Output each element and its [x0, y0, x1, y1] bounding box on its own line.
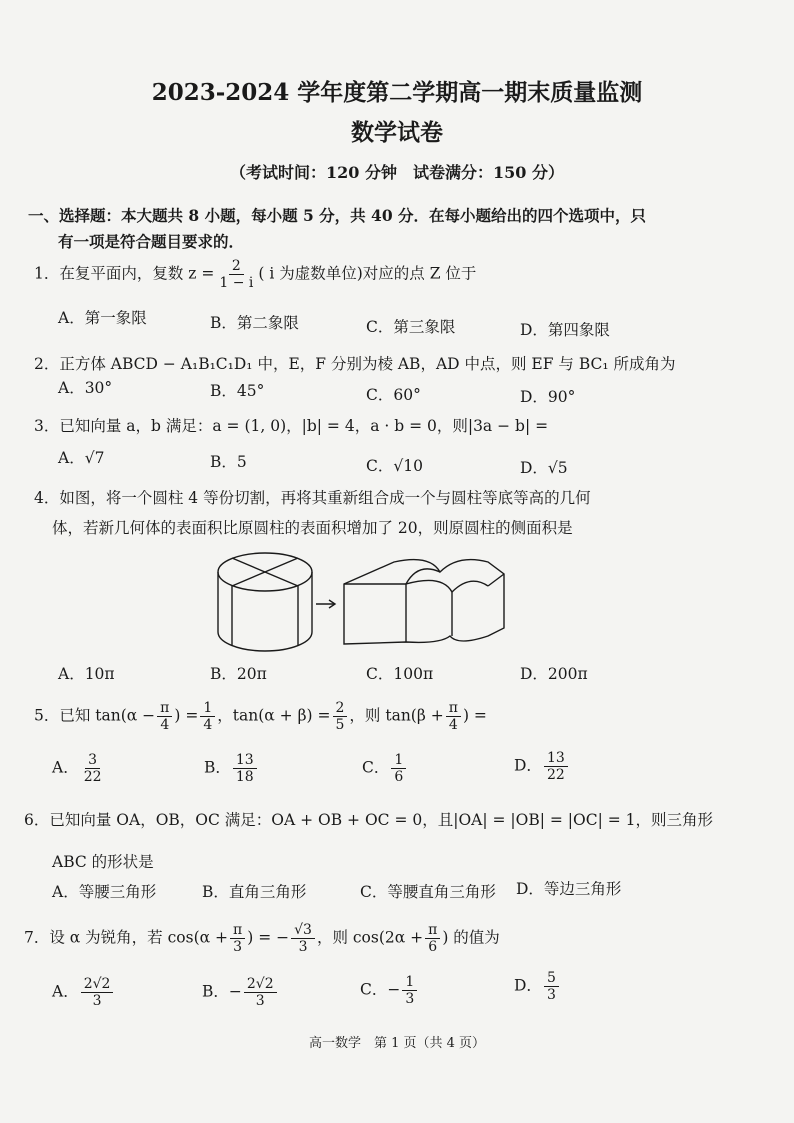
- q7-option-d-den: 3: [546, 987, 556, 1004]
- q7-option-b-den: 3: [255, 993, 265, 1010]
- question-3: 3．已知向量 a，b 满足：a = (1, 0)，|b| = 4，a · b = 0，则|3a − b| =: [34, 417, 549, 435]
- q2-option-a: A．30°: [58, 379, 113, 397]
- exam-info: （考试时间：120 分钟 试卷满分：150 分）: [230, 163, 564, 182]
- q7-part4: ) 的值为: [442, 928, 500, 947]
- q4-option-a: A．10π: [58, 665, 115, 683]
- q5-option-a-frac: [81, 752, 105, 785]
- q7-option-c-frac: [402, 974, 417, 1007]
- q7-option-c-sign: −: [387, 980, 401, 999]
- new-solid-top-back: [488, 574, 504, 586]
- q7-option-d: [514, 970, 561, 1003]
- q5-option-a: [52, 752, 107, 785]
- cylinder-figure: [212, 548, 602, 654]
- q2-option-d: D．90°: [520, 388, 576, 406]
- q7-option-a-num: 2√2: [81, 976, 114, 993]
- q5-option-d-label: D．: [514, 756, 542, 775]
- q5-option-c-label: C．: [362, 758, 390, 777]
- q7-frac-2: [291, 922, 315, 955]
- q4-option-b: B．20π: [210, 665, 267, 683]
- q5-option-b-frac: [233, 752, 257, 785]
- q1-option-d: D．第四象限: [520, 321, 610, 339]
- q5-part2: ) =: [174, 706, 199, 725]
- q2-option-b: B．45°: [210, 382, 265, 400]
- q7-option-b-label: B．: [202, 982, 229, 1001]
- q4-option-c: C．100π: [366, 665, 434, 683]
- q5-option-b-num: 13: [233, 752, 257, 769]
- q1-option-c: C．第三象限: [366, 318, 456, 336]
- q7-option-b: [202, 976, 279, 1009]
- page-footer: 高一数学 第 1 页（共 4 页）: [308, 1036, 486, 1051]
- q5-frac-4: [446, 700, 461, 733]
- q5-option-b-den: 18: [235, 769, 254, 786]
- q5-frac-3: [333, 700, 348, 733]
- q5-frac-4-den: 4: [448, 717, 458, 734]
- q3-option-a: A．√7: [58, 449, 105, 467]
- q7-option-d-frac: [544, 970, 559, 1003]
- question-6-line2: ABC 的形状是: [52, 853, 154, 871]
- q7-frac-1-den: 3: [233, 939, 243, 956]
- q5-frac-2-num: 1: [200, 700, 215, 717]
- q3-option-c: C．√10: [366, 457, 423, 475]
- q7-option-d-label: D．: [514, 976, 542, 995]
- q5-option-c: [362, 752, 408, 785]
- question-4-line1: 4．如图，将一个圆柱 4 等份切割，再将其重新组合成一个与圆柱等底等高的几何: [34, 489, 591, 507]
- question-4-line2: 体，若新几何体的表面积比原圆柱的表面积增加了 20，则原圆柱的侧面积是: [52, 519, 573, 537]
- q5-option-a-label: A．: [52, 758, 79, 777]
- q5-option-c-den: 6: [394, 769, 404, 786]
- new-solid-outline: [344, 560, 504, 644]
- q1-fraction: [216, 258, 256, 291]
- q5-option-d-num: 13: [544, 750, 568, 767]
- q1-option-b: B．第二象限: [210, 314, 299, 332]
- q5-part5: ) =: [462, 706, 487, 725]
- q7-part1: 7．设 α 为锐角，若 cos(α +: [24, 928, 229, 947]
- q5-frac-1: [157, 700, 172, 733]
- question-6-line1: 6．已知向量 OA，OB，OC 满足：OA + OB + OC = 0，且|OA| = |OB| = |OC| = 1，则三角形: [24, 811, 714, 829]
- q7-option-c-num: 1: [402, 974, 417, 991]
- q1-frac-den: 1 − i: [219, 275, 254, 292]
- q5-option-b: [204, 752, 259, 785]
- q7-frac-3: [425, 922, 440, 955]
- q7-option-a-den: 3: [92, 993, 102, 1010]
- q7-frac-3-den: 6: [428, 939, 438, 956]
- q5-part1: 5．已知 tan(α −: [34, 706, 156, 725]
- q6-option-a: A．等腰三角形: [52, 883, 157, 901]
- question-1: [34, 258, 476, 291]
- q5-frac-2: [200, 700, 215, 733]
- q4-option-d: D．200π: [520, 665, 588, 683]
- q7-frac-2-den: 3: [298, 939, 308, 956]
- q5-option-c-num: 1: [391, 752, 406, 769]
- question-2: 2．正方体 ABCD − A₁B₁C₁D₁ 中，E，F 分别为棱 AB，AD 中点，则 EF 与 BC₁ 所成角为: [34, 355, 676, 373]
- q5-option-c-frac: [391, 752, 406, 785]
- q1-option-a: A．第一象限: [58, 309, 147, 327]
- q7-option-a-frac: [81, 976, 114, 1009]
- q5-frac-2-den: 4: [203, 717, 213, 734]
- q5-frac-3-den: 5: [335, 717, 345, 734]
- q7-option-b-frac: [244, 976, 277, 1009]
- q1-frac-num: 2: [229, 258, 244, 275]
- new-solid-top-curve: [406, 580, 488, 592]
- q7-option-c-den: 3: [405, 991, 415, 1008]
- q3-option-d: D．√5: [520, 459, 568, 477]
- q5-part3: ，tan(α + β) =: [217, 706, 331, 725]
- q7-part3: ，则 cos(2α +: [316, 928, 424, 947]
- q1-prefix: 1．在复平面内，复数 z =: [34, 264, 215, 283]
- q7-option-b-sign: −: [228, 982, 242, 1001]
- q3-option-b: B．5: [210, 453, 247, 471]
- q5-frac-3-num: 2: [333, 700, 348, 717]
- section-instructions-line1: 一、选择题：本大题共 8 小题，每小题 5 分，共 40 分．在每小题给出的四个选项中，只: [28, 206, 647, 225]
- q6-option-b: B．直角三角形: [202, 883, 307, 901]
- q5-frac-1-den: 4: [160, 717, 170, 734]
- q7-option-c-label: C．: [360, 980, 388, 999]
- exam-subtitle: 数学试卷: [351, 119, 443, 146]
- q7-option-d-num: 5: [544, 970, 559, 987]
- question-7: [24, 922, 500, 955]
- q5-option-d-den: 22: [546, 767, 565, 784]
- q5-option-a-num: 3: [85, 752, 100, 769]
- q5-frac-1-num: π: [157, 700, 172, 717]
- q7-option-a-label: A．: [52, 982, 79, 1001]
- q6-option-d: D．等边三角形: [516, 880, 622, 898]
- q6-option-c: C．等腰直角三角形: [360, 883, 496, 901]
- q7-part2: ) = −: [247, 928, 290, 947]
- q2-option-c: C．60°: [366, 386, 421, 404]
- q5-frac-4-num: π: [446, 700, 461, 717]
- q7-frac-3-num: π: [425, 922, 440, 939]
- q1-suffix: ( i 为虚数单位)对应的点 Z 位于: [258, 264, 477, 283]
- exam-title: 2023-2024 学年度第二学期高一期末质量监测: [151, 79, 643, 106]
- q5-option-d-frac: [544, 750, 568, 783]
- section-instructions-line2: 有一项是符合题目要求的．: [58, 232, 245, 251]
- q5-part4: ，则 tan(β +: [349, 706, 444, 725]
- new-solid-inner-arc: [406, 569, 440, 584]
- q5-option-b-label: B．: [204, 758, 231, 777]
- q7-frac-2-num: √3: [291, 922, 315, 939]
- q7-frac-1: [230, 922, 245, 955]
- q7-option-b-num: 2√2: [244, 976, 277, 993]
- q7-frac-1-num: π: [230, 922, 245, 939]
- q7-option-c: [360, 974, 419, 1007]
- q5-option-a-den: 22: [83, 769, 102, 786]
- question-5: [34, 700, 487, 733]
- q5-option-d: [514, 750, 570, 783]
- q7-option-a: [52, 976, 115, 1009]
